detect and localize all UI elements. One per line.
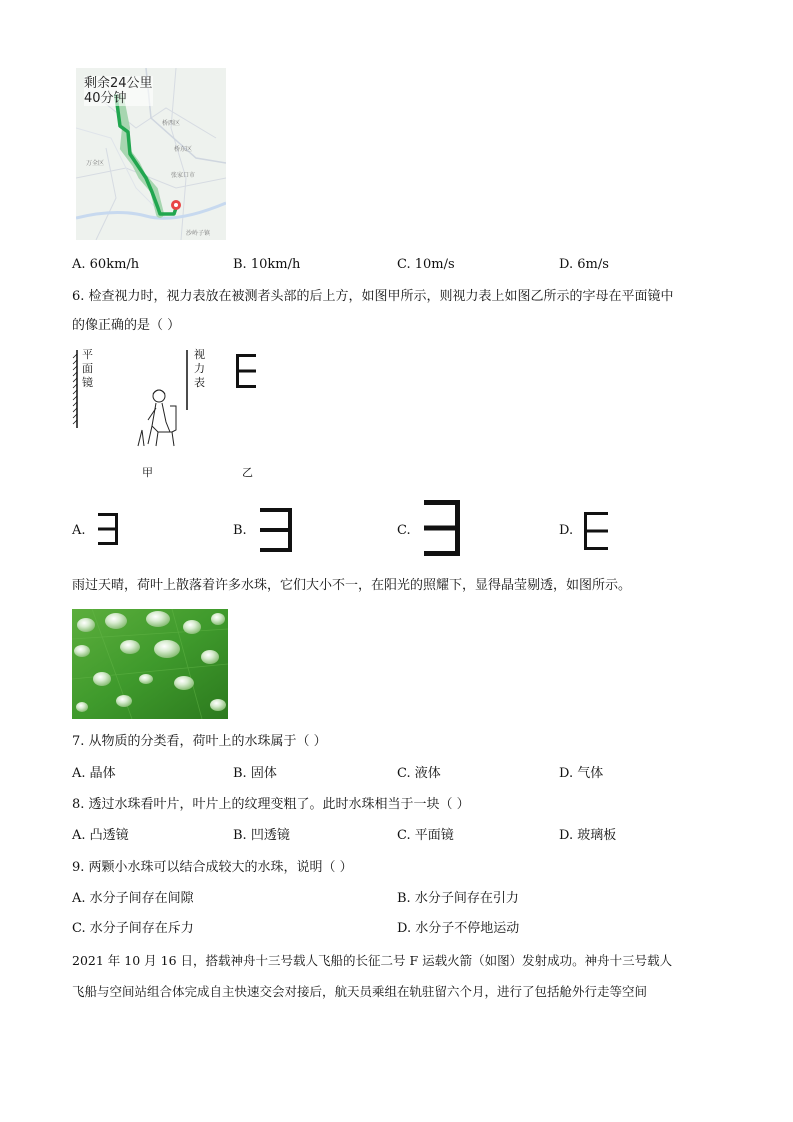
q6-option-a-label: A. xyxy=(72,523,86,538)
map-label-wanquan: 万全区 xyxy=(86,160,105,167)
option-c-reversed-e-large xyxy=(424,500,460,556)
passage2-line1: 2021 年 10 月 16 日，搭载神舟十三号载人飞船的长征二号 F 运载火箭（如图）发射成功。神舟十三号载人 xyxy=(72,953,673,968)
q5-option-b: B. 10km/h xyxy=(233,257,301,272)
chart-label: 视力表 xyxy=(194,348,205,389)
map-label-qiaoxi: 桥西区 xyxy=(162,120,181,127)
option-d-normal-e xyxy=(584,512,608,550)
q8-option-b: B. 凹透镜 xyxy=(233,828,290,843)
q9-option-d: D. 水分子不停地运动 xyxy=(397,921,520,936)
passage2-line2: 飞船与空间站组合体完成自主快速交会对接后，航天员乘组在轨驻留六个月，进行了包括舱外行走等空间 xyxy=(72,984,648,999)
remaining-time-text: 40分钟 xyxy=(84,91,127,106)
q8-option-a: A. 凸透镜 xyxy=(72,828,129,843)
q7-option-a: A. 晶体 xyxy=(72,766,116,781)
option-a-reversed-e-small xyxy=(98,513,118,545)
q9-stem: 9. 两颗小水珠可以结合成较大的水珠，说明（ ） xyxy=(72,860,353,875)
map-label-shalingzi: 沙岭子镇 xyxy=(186,230,211,237)
figure-label-jia: 甲 xyxy=(142,466,153,479)
q6-option-b-label: B. xyxy=(233,523,247,538)
option-b-reversed-e-medium xyxy=(260,508,292,552)
letter-e-figure-yi xyxy=(236,354,258,388)
q8-option-c: C. 平面镜 xyxy=(397,828,454,843)
q7-option-c: C. 液体 xyxy=(397,766,441,781)
q9-option-a: A. 水分子间存在间隙 xyxy=(72,891,194,906)
q5-option-c: C. 10m/s xyxy=(397,257,455,272)
q6-stem-line2: 的像正确的是（ ） xyxy=(72,318,181,333)
q6-stem-line1: 6. 检查视力时，视力表放在被测者头部的后上方，如图甲所示，则视力表上如图乙所示的字母在平面镜中 xyxy=(72,289,674,304)
q7-option-d: D. 气体 xyxy=(559,766,604,781)
q7-stem: 7. 从物质的分类看，荷叶上的水珠属于（ ） xyxy=(72,734,327,749)
map-label-zhangjiakou: 张家口市 xyxy=(171,172,196,179)
lotus-leaf-water-drops-photo xyxy=(72,609,228,719)
q6-option-d-label: D. xyxy=(559,523,574,538)
q9-option-b: B. 水分子间存在引力 xyxy=(397,891,519,906)
q6-option-c-label: C. xyxy=(397,523,411,538)
passage-intro: 雨过天晴，荷叶上散落着许多水珠，它们大小不一，在阳光的照耀下，显得晶莹剔透，如图所示。 xyxy=(72,578,632,593)
mirror-label: 平面镜 xyxy=(82,348,93,389)
map-label-qiaodong: 桥东区 xyxy=(174,146,193,153)
q8-option-d: D. 玻璃板 xyxy=(559,828,617,843)
q9-option-c: C. 水分子间存在斥力 xyxy=(72,921,194,936)
remaining-distance-text: 剩余24公里 xyxy=(84,76,153,91)
q8-stem: 8. 透过水珠看叶片，叶片上的纹理变粗了。此时水珠相当于一块（ ） xyxy=(72,797,470,812)
q5-option-d: D. 6m/s xyxy=(559,257,609,272)
q5-option-a: A. 60km/h xyxy=(72,257,140,272)
leaf-photo-graphic xyxy=(72,609,228,719)
q7-option-b: B. 固体 xyxy=(233,766,277,781)
navigation-map-figure xyxy=(76,68,226,240)
map-route-info xyxy=(84,76,153,106)
figure-label-yi: 乙 xyxy=(242,466,253,479)
